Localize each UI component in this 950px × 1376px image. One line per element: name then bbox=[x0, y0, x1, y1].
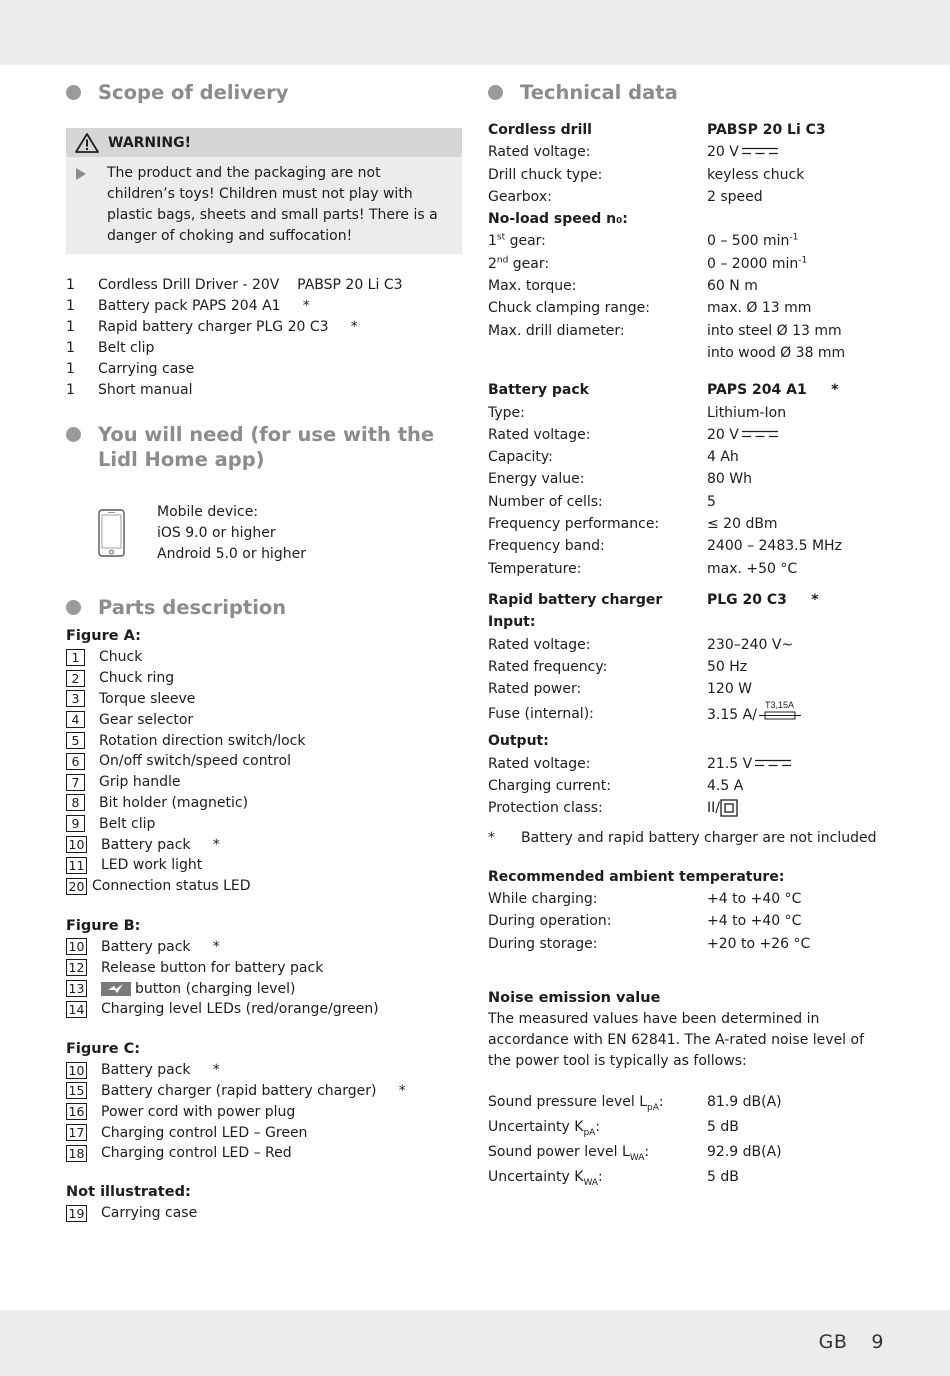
list-item: 1 Short manual bbox=[66, 382, 193, 398]
table-row: Battery pack PAPS 204 A1 * bbox=[488, 382, 839, 399]
list-item: 6 On/off switch/speed control bbox=[66, 751, 462, 772]
list-item: 10 Battery pack * bbox=[66, 937, 462, 958]
charging-level-button-icon bbox=[101, 982, 131, 996]
list-item: 1 Chuck bbox=[66, 647, 462, 668]
table-row: Input: bbox=[488, 614, 536, 631]
warning-title: WARNING! bbox=[108, 134, 191, 151]
table-row: Rated voltage: 21.5 V bbox=[488, 753, 888, 775]
list-item: 3 Torque sleeve bbox=[66, 689, 462, 710]
arrow-bullet-icon bbox=[76, 168, 86, 180]
figure-a: Figure A: 1 Chuck 2 Chuck ring 3 Torque sleeve 4 Gear selector 5 Rotation direction switch/lock 6 On/off switch/speed control 7 Grip handle 8 Bit holder (magnetic) 9 Belt clip 10 Battery pack * 11 LED work light 20 Connection status LED bbox=[66, 626, 462, 897]
table-row: Capacity: 4 Ah bbox=[488, 449, 739, 466]
table-row: Type: Lithium-Ion bbox=[488, 404, 787, 421]
list-item: 1 Cordless Drill Driver - 20V PABSP 20 Li C3 bbox=[66, 277, 403, 293]
table-row: Gearbox: 2 speed bbox=[488, 188, 763, 205]
table-row: 2nd gear: 0 – 2000 $\min^{-1}$ bbox=[488, 255, 808, 272]
tech-table-charger bbox=[488, 589, 888, 820]
list-item: 19 Carrying case bbox=[66, 1203, 462, 1224]
table-row: During storage: +20 to +26 °C bbox=[488, 935, 811, 952]
top-band bbox=[0, 0, 950, 65]
section-heading-parts: Parts description bbox=[66, 595, 462, 620]
table-row: Number of cells: 5 bbox=[488, 493, 716, 510]
figure-c: Figure C: 10 Battery pack * 15 Battery charger (rapid battery charger) * 16 Power cord with power plug 17 Charging control LED – Green 18 Charging control LED – Red bbox=[66, 1039, 462, 1164]
table-row: Frequency performance: ≤ 20 dBm bbox=[488, 516, 778, 533]
mobile-text: Mobile device: iOS 9.0 or higher Android 5.0 or higher bbox=[157, 504, 306, 562]
list-item: 10 Battery pack * bbox=[66, 1060, 462, 1081]
section-heading-need: You will need (for use with the Lidl Home app) bbox=[66, 422, 462, 472]
table-row: Protection class: II/ bbox=[488, 797, 888, 819]
tech-table-drill bbox=[488, 119, 888, 364]
table-row: Recommended ambient temperature: bbox=[488, 868, 785, 885]
list-item: 17 Charging control LED – Green bbox=[66, 1122, 462, 1143]
page-number: 9 bbox=[871, 1331, 884, 1353]
warning-triangle-icon bbox=[75, 133, 99, 153]
table-row: Rated power: 120 W bbox=[488, 681, 753, 698]
list-item: 16 Power cord with power plug bbox=[66, 1101, 462, 1122]
noise-text: The measured values have been determined in accordance with EN 62841. The A-rated noise level of the power tool is typically as follows: bbox=[488, 1010, 865, 1069]
table-row: Uncertainty $K_{WA}$: 5 dB bbox=[488, 1168, 739, 1188]
right-column bbox=[488, 80, 888, 1190]
list-item: 1 Belt clip bbox=[66, 340, 155, 356]
dc-symbol-icon bbox=[742, 147, 778, 155]
table-row: Sound power level $L_{WA}$: 92.9 dB(A) bbox=[488, 1143, 782, 1163]
table-row: Energy value: 80 Wh bbox=[488, 471, 752, 488]
table-row: Frequency band: 2400 – 2483.5 MHz bbox=[488, 538, 842, 555]
list-item: 2 Chuck ring bbox=[66, 668, 462, 689]
list-item: 9 Belt clip bbox=[66, 813, 462, 834]
table-row: Rated voltage: 20 V bbox=[488, 424, 888, 446]
figure-b: Figure B: 10 Battery pack * 12 Release button for battery pack 13 button (charging level) 14 Charging level LEDs (red/orange/green) bbox=[66, 916, 462, 1020]
list-item: 20 Connection status LED bbox=[66, 876, 462, 897]
list-item: 1 Rapid battery charger PLG 20 C3 * bbox=[66, 319, 358, 335]
list-item: 13 button (charging level) bbox=[66, 978, 462, 999]
list-item: 1 Battery pack PAPS 204 A1 * bbox=[66, 298, 310, 314]
list-item: 15 Battery charger (rapid battery charger) * bbox=[66, 1081, 462, 1102]
table-row: Temperature: max. +50 °C bbox=[488, 560, 798, 577]
table-row: During operation: +4 to +40 °C bbox=[488, 913, 802, 930]
mobile-requirements bbox=[66, 502, 462, 565]
noise-emission: Noise emission value The measured values have been determined in accordance with EN 62841. The A-rated noise level of the power tool is typically as follows: Sound pressure level $L_{pA}$: 81.9 dB(A) Uncertainty $K_{pA}$: 5 dB Sound power level $L_{WA}$: 92.9 dB(A) Uncertainty $K_{WA}$: 5 dB bbox=[488, 988, 888, 1190]
table-row: Rapid battery charger PLG 20 C3 * bbox=[488, 591, 819, 608]
list-item: 11 LED work light bbox=[66, 855, 462, 876]
left-column bbox=[66, 80, 462, 1224]
bullet-icon bbox=[488, 85, 503, 100]
table-row: Fuse (internal): 3.15 A/ T3,15A bbox=[488, 700, 888, 730]
warning-header bbox=[66, 128, 462, 157]
fuse-symbol-icon bbox=[759, 700, 803, 722]
not-illustrated: Not illustrated: 19 Carrying case bbox=[66, 1182, 462, 1224]
list-item: 7 Grip handle bbox=[66, 772, 462, 793]
delivery-list bbox=[66, 275, 462, 401]
table-row: 1st gear: 0 – 500 $\min^{-1}$ bbox=[488, 232, 799, 250]
list-item: 8 Bit holder (magnetic) bbox=[66, 793, 462, 814]
tech-table-battery bbox=[488, 379, 888, 580]
list-item: 18 Charging control LED – Red bbox=[66, 1143, 462, 1164]
dc-symbol-icon bbox=[742, 430, 778, 438]
table-row: Rated voltage: 20 V bbox=[488, 141, 888, 163]
table-row: Max. drill diameter: into steel Ø 13 mm bbox=[488, 322, 842, 339]
table-row: No-load speed n₀: bbox=[488, 211, 628, 228]
table-row: Cordless drill PABSP 20 Li C3 bbox=[488, 122, 826, 138]
list-item: 1 Carrying case bbox=[66, 361, 195, 377]
list-item: 4 Gear selector bbox=[66, 709, 462, 730]
table-row: Chuck clamping range: max. Ø 13 mm bbox=[488, 300, 812, 317]
list-item: 12 Release button for battery pack bbox=[66, 957, 462, 978]
warning-box bbox=[66, 128, 462, 254]
protection-class-ii-icon bbox=[720, 799, 738, 817]
bullet-icon bbox=[66, 85, 81, 100]
page-footer bbox=[795, 1331, 884, 1353]
table-row: Uncertainty $K_{pA}$: 5 dB bbox=[488, 1118, 739, 1138]
table-row: Output: bbox=[488, 733, 549, 750]
list-item: 10 Battery pack * bbox=[66, 834, 462, 855]
footnote: * Battery and rapid battery charger are not included bbox=[488, 829, 877, 846]
fuse-rating-label: T3,15A bbox=[764, 700, 794, 711]
smartphone-icon bbox=[98, 509, 125, 557]
language-code: GB bbox=[818, 1331, 848, 1353]
ambient-temperature bbox=[488, 866, 888, 955]
table-row: Drill chuck type: keyless chuck bbox=[488, 166, 805, 183]
table-row: Rated frequency: 50 Hz bbox=[488, 658, 748, 675]
list-item: 14 Charging level LEDs (red/orange/green) bbox=[66, 999, 462, 1020]
warning-body bbox=[66, 157, 462, 254]
table-row: Max. torque: 60 N m bbox=[488, 278, 758, 295]
bullet-icon bbox=[66, 600, 81, 615]
section-heading-tech: Technical data bbox=[488, 80, 888, 105]
table-row: While charging: +4 to +40 °C bbox=[488, 890, 802, 907]
section-heading-scope: Scope of delivery bbox=[66, 80, 462, 105]
warning-text: The product and the packaging are not children’s toys! Children must not play with plastic bags, sheets and small parts! There is a danger of choking and suffocation! bbox=[107, 165, 438, 244]
table-row: into wood Ø 38 mm bbox=[707, 344, 846, 361]
table-row: Sound pressure level $L_{pA}$: 81.9 dB(A) bbox=[488, 1093, 782, 1113]
table-row: Rated voltage: 230–240 V~ bbox=[488, 636, 794, 653]
bullet-icon bbox=[66, 427, 81, 442]
list-item: 5 Rotation direction switch/lock bbox=[66, 730, 462, 751]
table-row: Charging current: 4.5 A bbox=[488, 778, 744, 795]
dc-symbol-icon bbox=[755, 759, 791, 767]
